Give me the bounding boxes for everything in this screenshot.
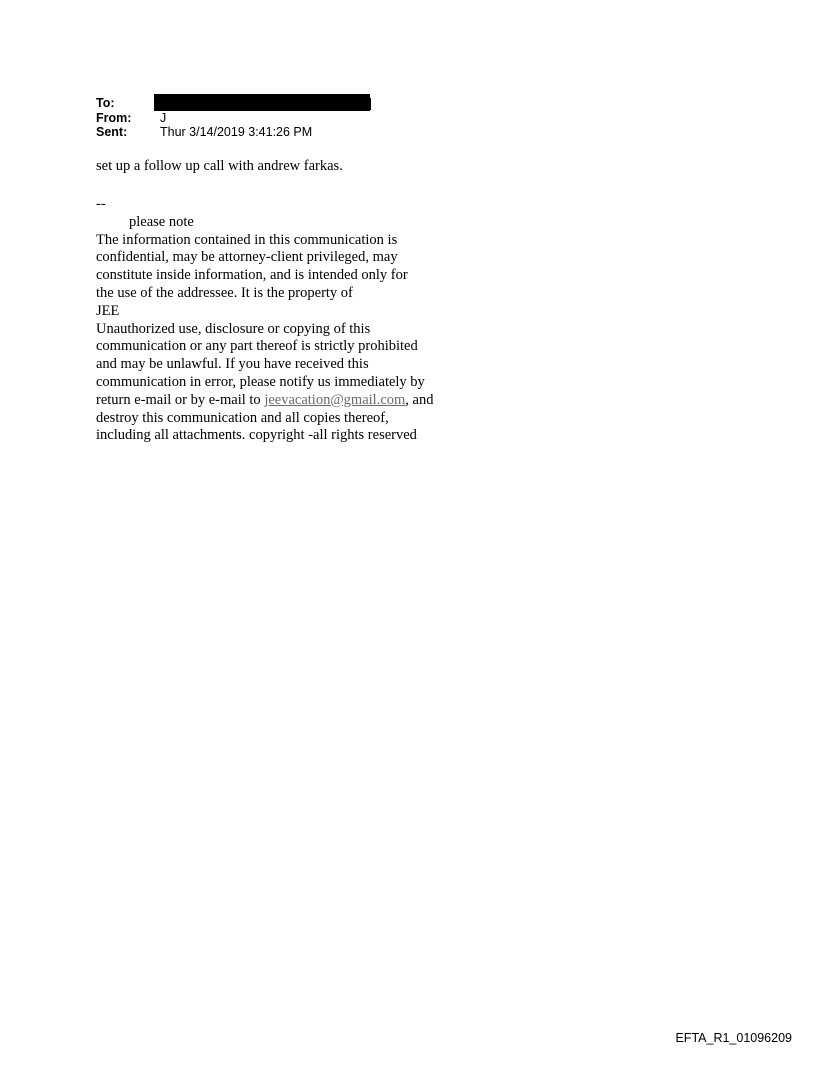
disclaimer-line: destroy this communication and all copies thereof, [96,409,389,426]
email-signature [96,196,433,445]
disclaimer-line: and may be unlawful. If you have received this [96,356,369,373]
signature-heading: please note [129,213,194,230]
email-link[interactable]: jeevacation@gmail.com [264,391,406,408]
document-id: EFTA_R1_01096209 [675,1031,792,1045]
signature-dashes: -- [96,196,106,212]
sent-value: Thur 3/14/2019 3:41:26 PM [160,125,313,139]
disclaimer-line: confidential, may be attorney-client privileged, may [96,249,398,266]
to-label: To: [96,96,115,110]
return-suffix: , and [405,391,434,408]
disclaimer-line: communication in error, please notify us immediately by [96,373,425,390]
disclaimer-line: the use of the addressee. It is the property of [96,284,353,301]
disclaimer-line: Unauthorized use, disclosure or copying of this [96,320,371,337]
disclaimer-line: communication or any part thereof is strictly prohibited [96,338,418,355]
disclaimer-line-email [96,392,433,410]
from-row [96,111,312,126]
return-prefix: return e-mail or by e-mail to [96,391,265,408]
from-label: From: [96,110,132,125]
message-body: set up a follow up call with andrew farkas. [96,158,343,174]
disclaimer-line: constitute inside information, and is intended only for [96,267,408,284]
disclaimer-line: JEE [96,302,120,319]
disclaimer-line: The information contained in this communication is [96,231,398,248]
from-value: J [160,110,167,125]
redaction-edge [370,98,371,110]
disclaimer-line: including all attachments. copyright -all rights reserved [96,427,417,444]
sent-row [96,125,312,140]
redaction-bar [154,94,370,111]
sent-label: Sent: [96,125,128,139]
